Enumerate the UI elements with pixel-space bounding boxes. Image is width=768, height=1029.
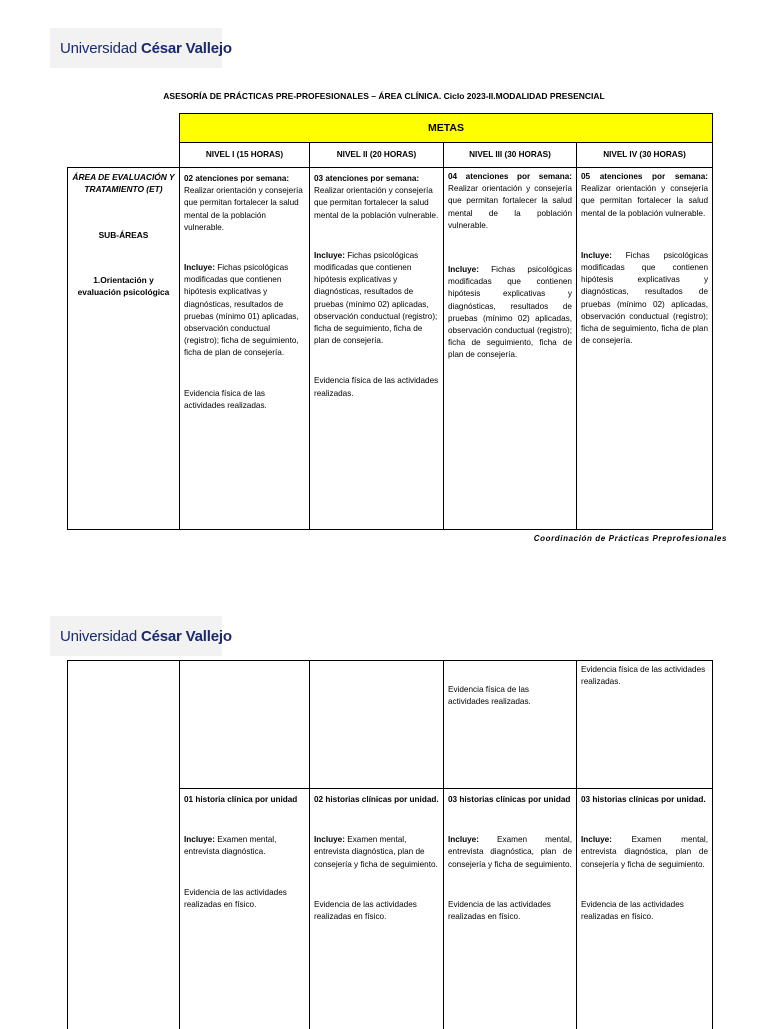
logo-text: Universidad César Vallejo bbox=[60, 627, 232, 645]
goal-text: Realizar orientación y consejería que permitan fortalecer la salud mental de la población vulnerable. bbox=[314, 186, 439, 220]
university-logo bbox=[50, 28, 232, 68]
left-empty-cell bbox=[68, 661, 180, 1029]
includes-text: Fichas psicológicas modificadas que contienen hipótesis explicativas y diagnósticas, resultados de pruebas (mínimo 01) aplicadas, observación conductual (registro); ficha de seguimiento, ficha de plan de consejería. bbox=[184, 263, 299, 358]
evidence-text: Evidencia física de las actividades realizadas. bbox=[184, 388, 267, 410]
empty-corner-2 bbox=[68, 143, 180, 168]
document-heading: ASESORÍA DE PRÁCTICAS PRE-PROFESIONALES – ÁREA CLÍNICA. Ciclo 2023-II.MODALIDAD PRESENCIAL bbox=[163, 91, 605, 101]
evidence-text: Evidencia de las actividades realizadas en físico. bbox=[448, 899, 551, 922]
empty-corner bbox=[68, 114, 180, 143]
includes-text: Fichas psicológicas modificadas que contienen hipótesis explicativas y diagnósticas, resultados de pruebas (mínimo 02) aplicadas, observación conductual (registro); ficha de seguimiento, ficha de plan de consejería. bbox=[448, 265, 572, 360]
empty-cell bbox=[310, 661, 444, 789]
history-title: 01 historia clínica por unidad bbox=[184, 795, 298, 804]
level-header: NIVEL III (30 HORAS) bbox=[444, 143, 577, 168]
goal-count: 04 atenciones por semana: bbox=[448, 172, 572, 181]
level-header: NIVEL I (15 HORAS) bbox=[180, 143, 310, 168]
history-title: 03 historias clínicas por unidad. bbox=[581, 795, 706, 804]
level-4-cell bbox=[577, 168, 713, 530]
area-title: ÁREA DE EVALUACIÓN Y TRATAMIENTO (ET) bbox=[72, 172, 175, 195]
history-title: 02 historias clínicas por unidad. bbox=[314, 795, 439, 804]
level-2-history-cell bbox=[310, 789, 444, 1029]
goal-count: 02 atenciones por semana: bbox=[184, 174, 290, 183]
evidence-text: Evidencia física de las actividades realizadas. bbox=[314, 376, 439, 398]
includes-text: Examen mental, entrevista diagnóstica, plan de consejería y ficha de seguimiento. bbox=[314, 835, 438, 869]
evidence-text: Evidencia de las actividades realizadas en físico. bbox=[581, 899, 684, 922]
goal-text: Realizar orientación y consejería que permitan fortalecer la salud mental de la población vulnerable. bbox=[448, 184, 572, 230]
subareas-label: SUB-ÁREAS bbox=[98, 230, 149, 241]
includes-text: Examen mental, entrevista diagnóstica, plan de consejería y ficha de seguimiento. bbox=[448, 835, 572, 869]
goal-text: Realizar orientación y consejería que permitan fortalecer la salud mental de la población vulnerable. bbox=[581, 184, 709, 218]
level-1-cell bbox=[180, 168, 310, 530]
goals-table-continued bbox=[67, 660, 713, 1029]
includes-label: Incluye: bbox=[314, 835, 345, 845]
university-logo bbox=[50, 616, 232, 656]
includes-label: Incluye: bbox=[314, 250, 345, 260]
evidence-text: Evidencia física de las actividades realizadas. bbox=[448, 685, 531, 707]
evidence-text: Evidencia de las actividades realizadas en físico. bbox=[314, 899, 417, 922]
logo-text: Universidad César Vallejo bbox=[60, 39, 232, 57]
history-title: 03 historias clínicas por unidad bbox=[448, 795, 571, 804]
goal-count: 05 atenciones por semana: bbox=[581, 172, 709, 181]
level-2-cell bbox=[310, 168, 444, 530]
level-3-cell bbox=[444, 168, 577, 530]
includes-text: Examen mental, entrevista diagnóstica. bbox=[184, 835, 277, 857]
includes-label: Incluye: bbox=[184, 835, 215, 845]
level-1-history-cell bbox=[180, 789, 310, 1029]
evidence-text: Evidencia física de las actividades realizadas. bbox=[581, 665, 706, 687]
level-4-history-cell bbox=[577, 789, 713, 1029]
includes-text: Fichas psicológicas modificadas que contienen hipótesis explicativas y diagnósticas, resultados de pruebas (mínimo 02) aplicadas, observación conductual (registro); ficha de seguimiento, ficha de plan de consejería. bbox=[581, 250, 709, 346]
includes-text: Fichas psicológicas modificadas que contienen hipótesis explicativas y diagnósticas, resultados de pruebas (mínimo 02) aplicadas, observación conductual (registro); ficha de seguimiento, ficha de plan de consejería. bbox=[314, 250, 438, 346]
evidence-text: Evidencia de las actividades realizadas en físico. bbox=[184, 887, 287, 909]
metas-header: METAS bbox=[180, 114, 713, 143]
goal-count: 03 atenciones por semana: bbox=[314, 174, 420, 183]
includes-text: Examen mental, entrevista diagnóstica, plan de consejería y ficha de seguimiento. bbox=[581, 835, 708, 869]
includes-label: Incluye: bbox=[581, 250, 612, 260]
includes-label: Incluye: bbox=[184, 263, 215, 273]
level-4-evidence-cell bbox=[577, 661, 713, 789]
goals-table bbox=[67, 113, 713, 530]
level-header: NIVEL IV (30 HORAS) bbox=[577, 143, 713, 168]
goal-text: Realizar orientación y consejería que permitan fortalecer la salud mental de la población vulnerable. bbox=[184, 186, 303, 232]
level-header: NIVEL II (20 HORAS) bbox=[310, 143, 444, 168]
includes-label: Incluye: bbox=[448, 835, 479, 845]
area-cell bbox=[68, 168, 180, 530]
level-3-history-cell bbox=[444, 789, 577, 1029]
subarea-1-label: 1.Orientación y evaluación psicológica bbox=[77, 274, 170, 297]
footer-coordination: Coordinación de Prácticas Preprofesionales bbox=[533, 534, 727, 543]
includes-label: Incluye: bbox=[448, 265, 479, 275]
includes-label: Incluye: bbox=[581, 835, 612, 845]
empty-cell bbox=[180, 661, 310, 789]
level-3-evidence-cell bbox=[444, 661, 577, 789]
